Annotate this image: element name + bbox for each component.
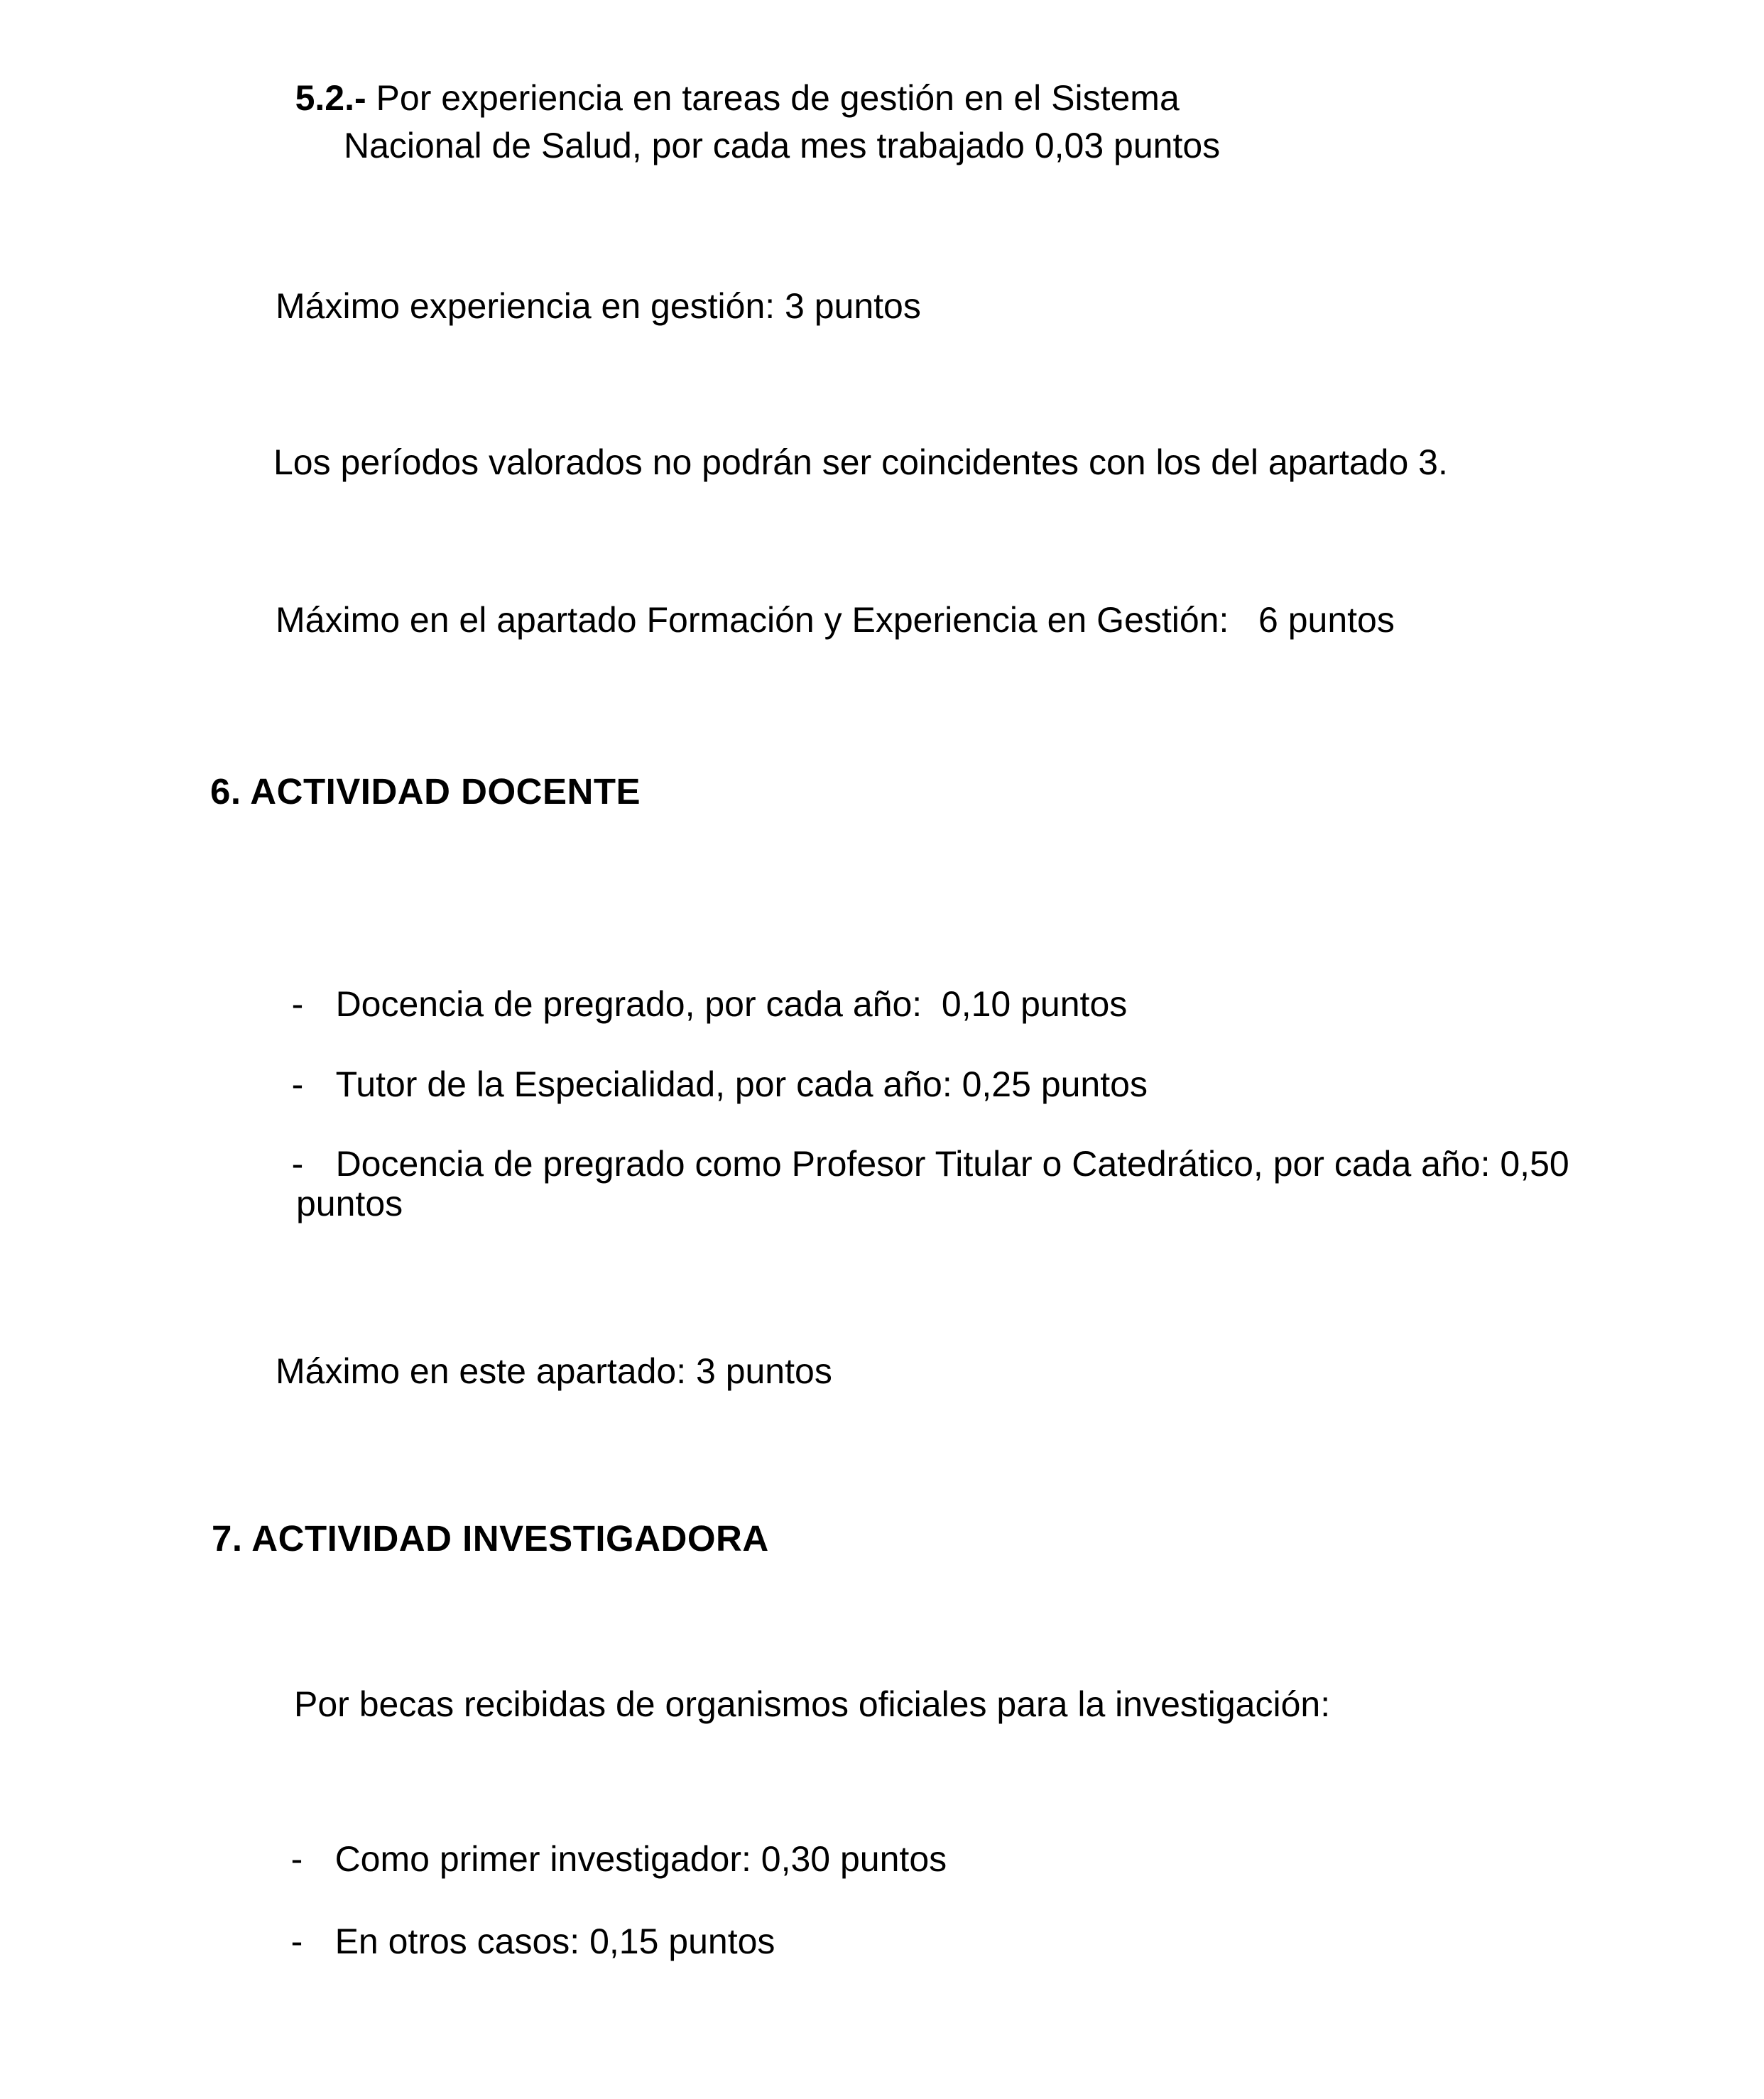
section-6-bullet-2-text: Tutor de la Especialidad, por cada año: 0,25 puntos xyxy=(335,1064,1148,1104)
bullet-dash-icon: - xyxy=(290,1921,303,1961)
max-gestion-note: Máximo experiencia en gestión: 3 puntos xyxy=(276,286,921,326)
section-5-2-line2: Nacional de Salud, por cada mes trabajado 0,03 puntos xyxy=(344,126,1221,165)
section-5-2-number: 5.2.- xyxy=(295,77,366,118)
section-7-bullet-2-text: En otros casos: 0,15 puntos xyxy=(334,1921,775,1961)
section-6-heading: 6. ACTIVIDAD DOCENTE xyxy=(210,771,641,812)
bullet-dash-icon: - xyxy=(291,1064,304,1104)
section-6-bullet-1-text: Docencia de pregrado, por cada año: 0,10 puntos xyxy=(335,983,1128,1024)
section-5-2-text: Por experiencia en tareas de gestión en el Sistema xyxy=(366,77,1180,118)
section-6-bullet-3-text: Docencia de pregrado como Profesor Titular o Catedrático, por cada año: 0,50 xyxy=(335,1143,1569,1184)
bullet-dash-icon: - xyxy=(291,1143,304,1184)
bullet-dash-icon: - xyxy=(291,983,304,1024)
max-formacion-note: Máximo en el apartado Formación y Experiencia en Gestión: 6 puntos xyxy=(276,600,1395,640)
periodos-note: Los períodos valorados no podrán ser coincidentes con los del apartado 3. xyxy=(273,442,1448,482)
section-7-heading: 7. ACTIVIDAD INVESTIGADORA xyxy=(212,1518,769,1559)
section-7-bullet-1-text: Como primer investigador: 0,30 puntos xyxy=(334,1838,947,1879)
max-docente-note: Máximo en este apartado: 3 puntos xyxy=(276,1351,832,1391)
section-7-intro: Por becas recibidas de organismos oficiales para la investigación: xyxy=(294,1684,1331,1724)
section-6-bullet-3 xyxy=(252,1103,1569,1226)
bullet-dash-icon: - xyxy=(290,1838,303,1879)
section-6-bullet-3-continuation: puntos xyxy=(296,1184,403,1223)
section-7-bullet-2 xyxy=(251,1880,775,2003)
